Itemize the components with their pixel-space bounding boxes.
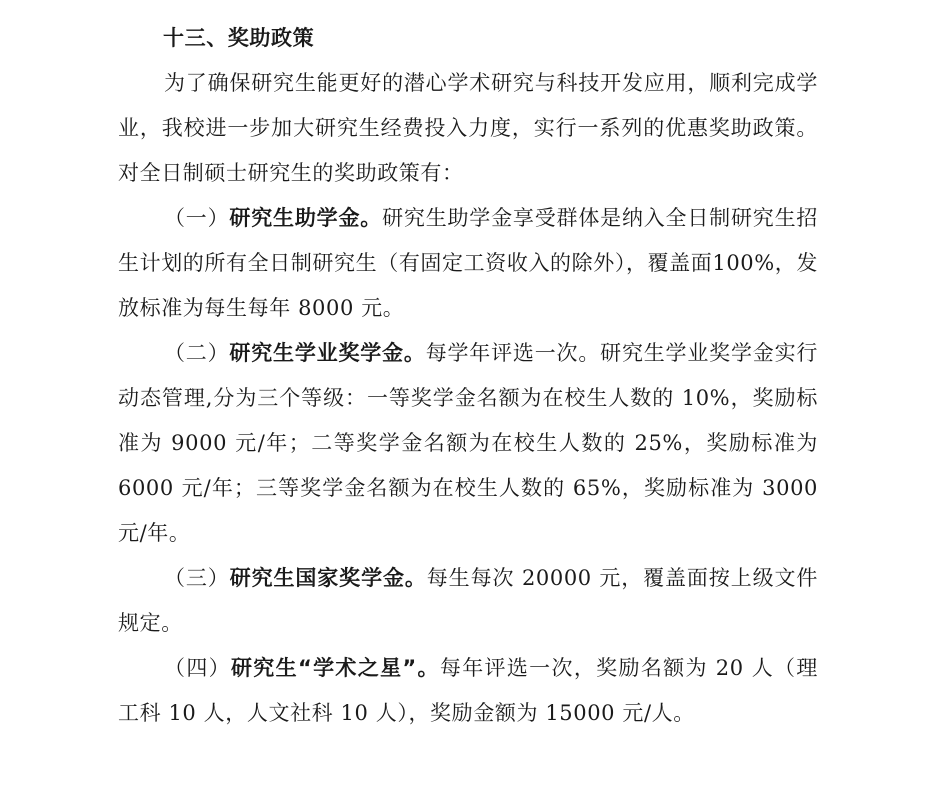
policy-item-body: 研究生助学金享受群体是纳入全日制研究生招生计划的所有全日制研究生（有固定工资收入的除外），覆盖面100%，发放标准为每生每年 8000 元。 (118, 206, 818, 320)
policy-paragraph-academic-scholarship (118, 331, 818, 556)
policy-item-number: （二） (164, 341, 230, 365)
intro-paragraph-text: 为了确保研究生能更好的潜心学术研究与科技开发应用，顺利完成学业，我校进一步加大研究生经费投入力度，实行一系列的优惠奖助政策。对全日制硕士研究生的奖助政策有： (118, 71, 818, 185)
policy-paragraph-academic-star (118, 646, 818, 736)
policy-item-number: （三） (164, 566, 230, 590)
policy-item-body: 每年评选一次，奖励名额为 20 人（理工科 10 人，人文社科 10 人），奖励金额为 15000 元/人。 (118, 656, 818, 725)
policy-item-body: 每生每次 20000 元，覆盖面按上级文件规定。 (118, 566, 818, 635)
policy-item-number: （四） (164, 656, 231, 680)
policy-item-number: （一） (164, 206, 230, 230)
policy-paragraph-assistantship (118, 196, 818, 331)
intro-paragraph (118, 61, 818, 196)
policy-item-title: 研究生国家奖学金。 (229, 566, 427, 590)
section-heading: 十三、奖助政策 (163, 26, 315, 50)
policy-paragraph-national-scholarship (118, 556, 818, 646)
policy-item-title: 研究生学业奖学金。 (229, 341, 426, 365)
document-body (118, 16, 818, 736)
policy-item-title: 研究生助学金。 (229, 206, 383, 230)
policy-item-body: 每学年评选一次。研究生学业奖学金实行动态管理,分为三个等级：一等奖学金名额为在校生人数的 10%，奖励标准为 9000 元/年；二等奖学金名额为在校生人数的 25%，奖励标准为 6000 元/年；三等奖学金名额为在校生人数的 65%，奖励标准为 3000 元/年。 (118, 341, 818, 545)
policy-item-title: 研究生“学术之星”。 (230, 656, 440, 680)
